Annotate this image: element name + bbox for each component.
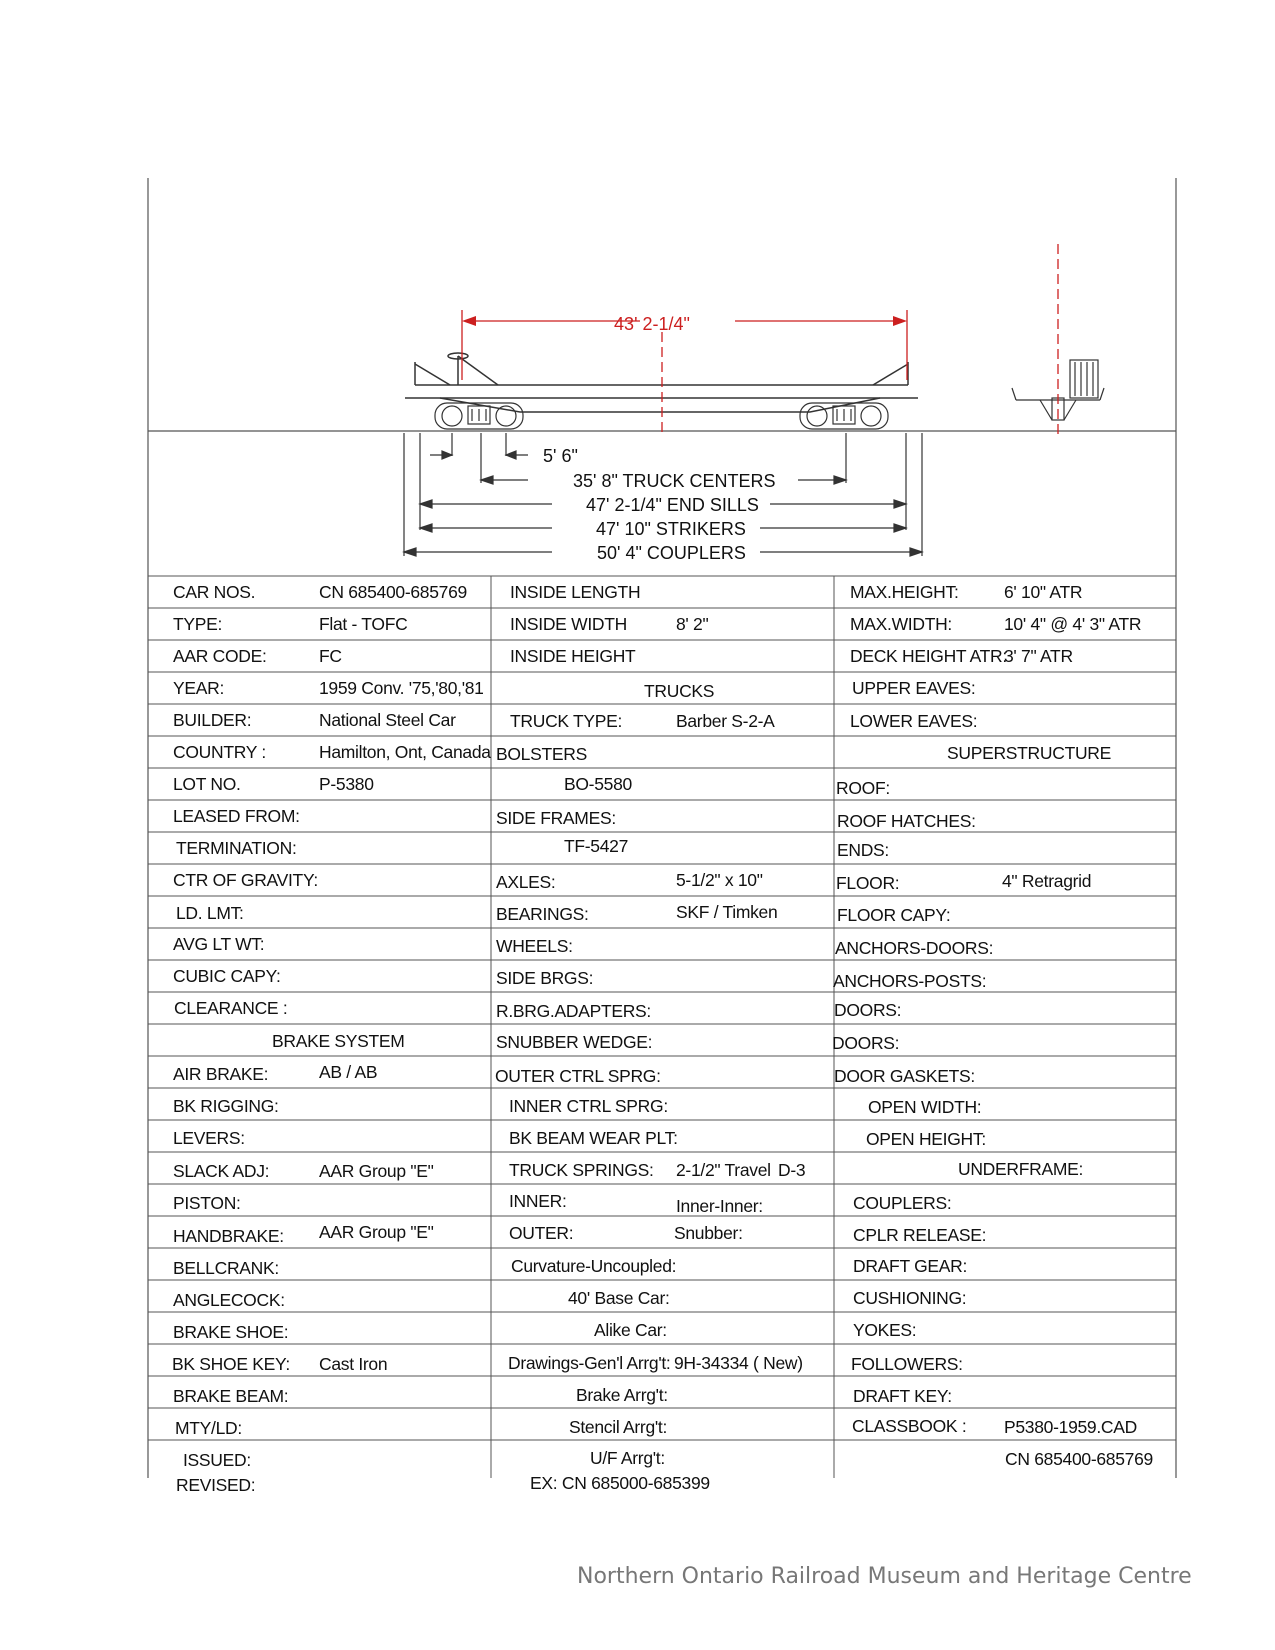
dimension-strikers: 47' 10" STRIKERS [596, 519, 746, 539]
truck-right [800, 403, 888, 429]
bk-shoe-key-label: BK SHOE KEY: [172, 1354, 290, 1374]
draft-key-label: DRAFT KEY: [853, 1386, 952, 1406]
inner-label: INNER: [509, 1191, 567, 1211]
anchors-doors-label: ANCHORS-DOORS: [835, 938, 994, 958]
truck-springs-label: TRUCK SPRINGS: [509, 1160, 654, 1180]
aar-code-label: AAR CODE: [173, 646, 267, 666]
car-nos-label: CAR NOS. [173, 582, 256, 602]
open-height-label: OPEN HEIGHT: [866, 1129, 986, 1149]
max-width-value: 10' 4" @ 4' 3" ATR [1004, 614, 1142, 634]
max-height-label: MAX.HEIGHT: [850, 582, 959, 602]
lot-no-label: LOT NO. [173, 774, 241, 794]
spec-table-grid [148, 576, 1176, 1478]
classbook-value: P5380-1959.CAD [1004, 1417, 1137, 1437]
side-frames-label: SIDE FRAMES: [496, 808, 616, 828]
side-brgs-label: SIDE BRGS: [496, 968, 594, 988]
mty-ld-label: MTY/LD: [175, 1418, 242, 1438]
dimension-labels [543, 446, 776, 563]
type-label: TYPE: [173, 614, 223, 634]
r-brg-adapters-label: R.BRG.ADAPTERS: [496, 1001, 651, 1021]
base-car-label: 40' Base Car: [568, 1288, 670, 1308]
handbrake-label: HANDBRAKE: [173, 1226, 284, 1246]
inside-width-label: INSIDE WIDTH [510, 614, 627, 634]
avg-lt-wt-label: AVG LT WT: [173, 934, 265, 954]
outer-label: OUTER: [509, 1223, 574, 1243]
dimension-5-6: 5' 6" [543, 446, 578, 466]
air-brake-value: AB / AB [319, 1062, 378, 1082]
couplers-label: COUPLERS: [853, 1193, 952, 1213]
inside-length-label: INSIDE LENGTH [510, 582, 641, 602]
truck-type-label: TRUCK TYPE: [510, 711, 623, 731]
doors-label-2: DOORS: [832, 1033, 900, 1053]
truck-type-value: Barber S-2-A [676, 711, 775, 731]
floor-value: 4" Retragrid [1002, 871, 1092, 891]
brake-beam-label: BRAKE BEAM: [173, 1386, 289, 1406]
cplr-release-label: CPLR RELEASE: [853, 1225, 987, 1245]
curvature-uncoupled-label: Curvature-Uncoupled: [511, 1256, 677, 1276]
museum-credit: Northern Ontario Railroad Museum and Heritage Centre [577, 1564, 1192, 1589]
lower-eaves-label: LOWER EAVES: [850, 711, 978, 731]
truck-centers-dimension-red: 43' 2-1/4" [614, 314, 690, 334]
door-gaskets-label: DOOR GASKETS: [834, 1066, 975, 1086]
bolsters-value: BO-5580 [564, 774, 632, 794]
inner-inner-label: Inner-Inner: [676, 1196, 763, 1216]
wheels-label: WHEELS: [496, 936, 573, 956]
upper-eaves-label: UPPER EAVES: [852, 678, 976, 698]
bearings-value: SKF / Timken [676, 902, 778, 922]
lot-no-value: P-5380 [319, 774, 374, 794]
inside-height-label: INSIDE HEIGHT [510, 646, 636, 666]
brake-arrgt-label: Brake Arrg't: [576, 1385, 668, 1405]
deck-height-label: DECK HEIGHT ATR: [850, 646, 1007, 666]
aar-code-value: FC [319, 646, 342, 666]
builder-value: National Steel Car [319, 710, 456, 730]
ends-label: ENDS: [837, 840, 889, 860]
issued-label: ISSUED: [183, 1450, 251, 1470]
snubber-label: Snubber: [674, 1223, 743, 1243]
car-range-value: CN 685400-685769 [1005, 1449, 1153, 1469]
uf-arrgt-label: U/F Arrg't: [590, 1448, 665, 1468]
revised-label: REVISED: [176, 1475, 256, 1495]
dimension-end-sills: 47' 2-1/4" END SILLS [586, 495, 759, 515]
slack-adj-value: AAR Group "E" [319, 1161, 434, 1181]
type-value: Flat - TOFC [319, 614, 408, 634]
ld-lmt-label: LD. LMT: [176, 903, 244, 923]
inner-ctrl-sprg-label: INNER CTRL SPRG: [509, 1096, 668, 1116]
truck-springs-travel: 2-1/2" Travel [676, 1160, 771, 1180]
cubic-capy-label: CUBIC CAPY: [173, 966, 281, 986]
bolsters-label: BOLSTERS [496, 744, 587, 764]
ctr-of-gravity-label: CTR OF GRAVITY: [173, 870, 318, 890]
sheet-frame [148, 178, 1176, 1478]
yokes-label: YOKES: [853, 1320, 917, 1340]
slack-adj-label: SLACK ADJ: [173, 1161, 270, 1181]
handbrake-value: AAR Group "E" [319, 1222, 434, 1242]
brake-shoe-label: BRAKE SHOE: [173, 1322, 289, 1342]
cushioning-label: CUSHIONING: [853, 1288, 967, 1308]
country-label: COUNTRY : [173, 742, 266, 762]
anglecock-label: ANGLECOCK: [173, 1290, 285, 1310]
red-dimension-lines [462, 244, 1058, 436]
axles-value: 5-1/2" x 10" [676, 870, 763, 890]
piston-label: PISTON: [173, 1193, 241, 1213]
underframe-heading: UNDERFRAME: [958, 1159, 1084, 1179]
floor-label: FLOOR: [836, 873, 900, 893]
trucks-heading: TRUCKS [644, 681, 715, 701]
termination-label: TERMINATION: [176, 838, 297, 858]
inside-width-value: 8' 2" [676, 614, 709, 634]
air-brake-label: AIR BRAKE: [173, 1064, 269, 1084]
year-label: YEAR: [173, 678, 225, 698]
stencil-arrgt-label: Stencil Arrg't: [569, 1417, 668, 1437]
roof-hatches-label: ROOF HATCHES: [837, 811, 976, 831]
brake-system-heading: BRAKE SYSTEM [272, 1031, 405, 1051]
bk-shoe-key-value: Cast Iron [319, 1354, 388, 1374]
drawings-gen-arrgt-value: 9H-34334 ( New) [674, 1353, 803, 1373]
dimension-couplers: 50' 4" COUPLERS [597, 543, 746, 563]
year-value: 1959 Conv. '75,'80,'81 [319, 678, 484, 698]
truck-left [435, 403, 523, 429]
floor-capy-label: FLOOR CAPY: [837, 905, 951, 925]
builder-label: BUILDER: [173, 710, 252, 730]
open-width-label: OPEN WIDTH: [868, 1097, 982, 1117]
superstructure-heading: SUPERSTRUCTURE [947, 743, 1112, 763]
axles-label: AXLES: [496, 872, 556, 892]
classbook-label: CLASSBOOK : [852, 1416, 967, 1436]
roof-label: ROOF: [836, 778, 890, 798]
side-frames-value: TF-5427 [564, 836, 629, 856]
car-nos-value: CN 685400-685769 [319, 582, 467, 602]
levers-label: LEVERS: [173, 1128, 245, 1148]
truck-springs-class: D-3 [778, 1160, 806, 1180]
bellcrank-label: BELLCRANK: [173, 1258, 279, 1278]
drawings-gen-arrgt-label: Drawings-Gen'l Arrg't: [508, 1353, 671, 1373]
dimension-truck-centers: 35' 8" TRUCK CENTERS [573, 471, 776, 491]
followers-label: FOLLOWERS: [851, 1354, 963, 1374]
outer-ctrl-sprg-label: OUTER CTRL SPRG: [495, 1066, 661, 1086]
doors-label-1: DOORS: [834, 1000, 902, 1020]
bk-rigging-label: BK RIGGING: [173, 1096, 279, 1116]
ex-car-numbers: EX: CN 685000-685399 [530, 1473, 710, 1493]
max-width-label: MAX.WIDTH: [850, 614, 952, 634]
draft-gear-label: DRAFT GEAR: [853, 1256, 968, 1276]
anchors-posts-label: ANCHORS-POSTS: [833, 971, 987, 991]
snubber-wedge-label: SNUBBER WEDGE: [496, 1032, 653, 1052]
leased-from-label: LEASED FROM: [173, 806, 300, 826]
clearance-label: CLEARANCE : [174, 998, 288, 1018]
alike-car-label: Alike Car: [594, 1320, 667, 1340]
country-value: Hamilton, Ont, Canada [319, 742, 491, 762]
bk-beam-wear-plt-label: BK BEAM WEAR PLT: [509, 1128, 678, 1148]
max-height-value: 6' 10" ATR [1004, 582, 1083, 602]
bearings-label: BEARINGS: [496, 904, 589, 924]
deck-height-value: 3' 7" ATR [1004, 646, 1073, 666]
